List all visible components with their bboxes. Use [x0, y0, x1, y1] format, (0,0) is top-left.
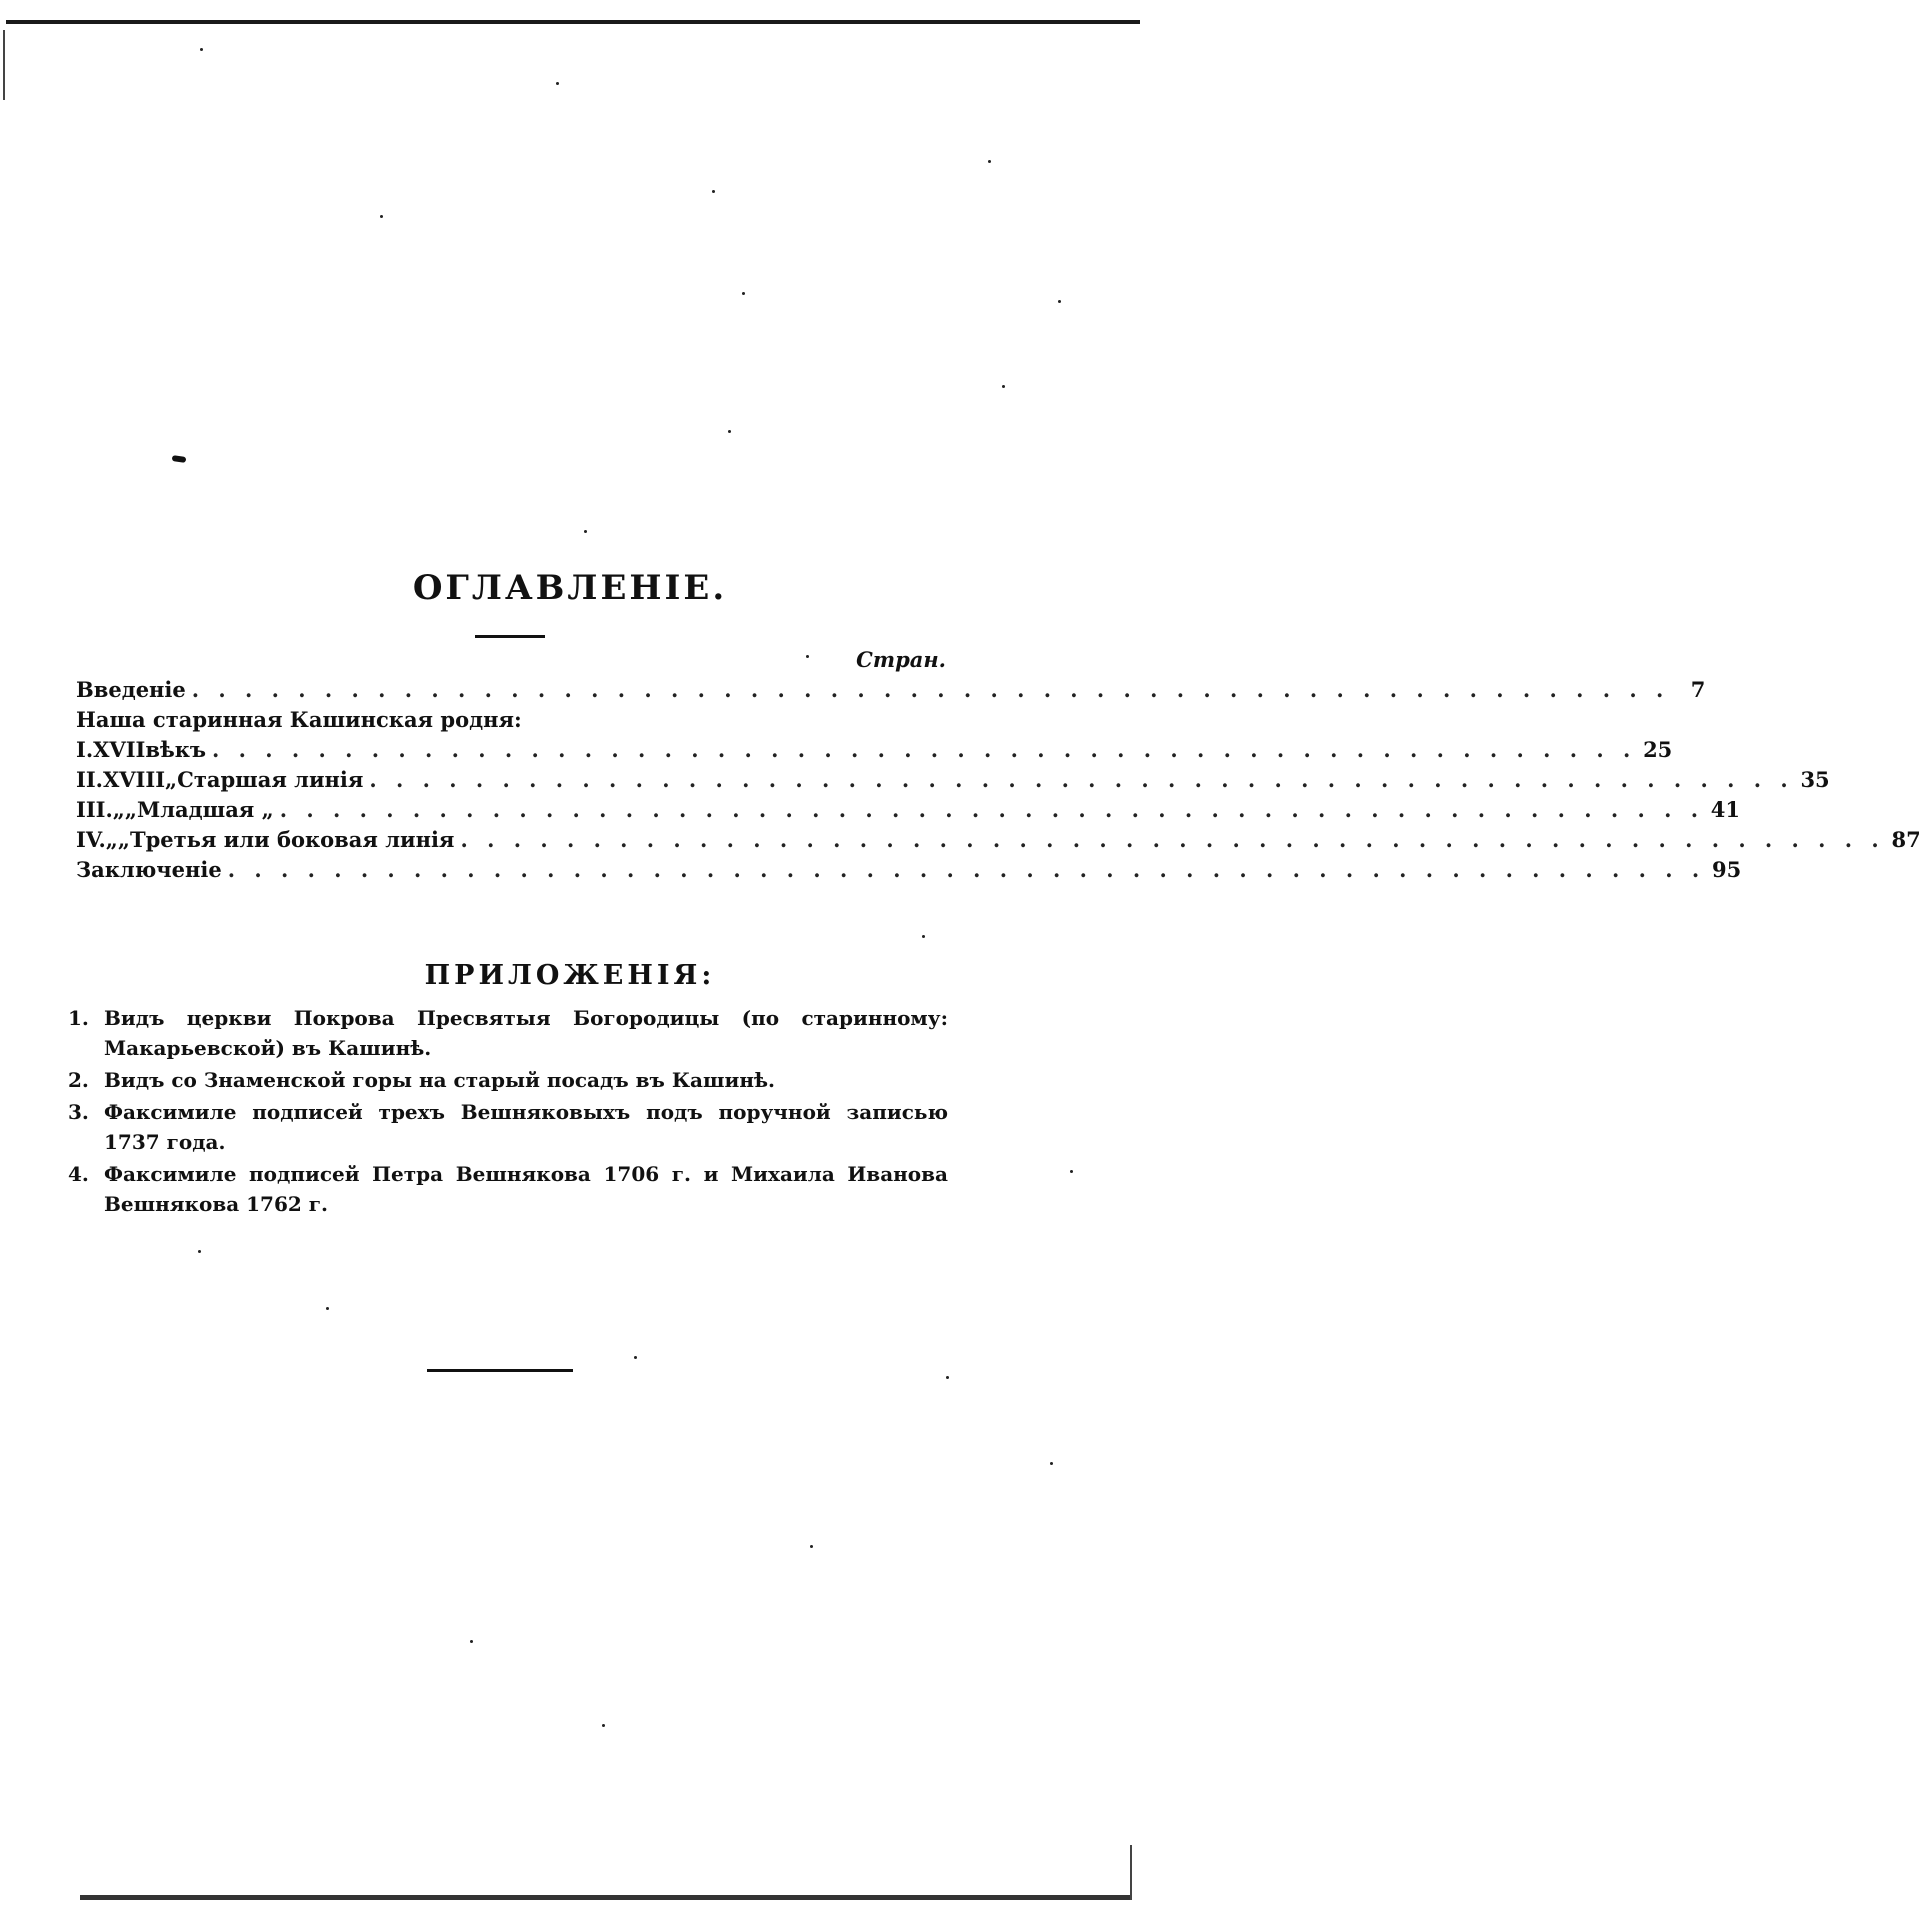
dot-leader: . . . . . . . . . . . . . . . . . . . . . . . . . . . . . . . . . . . . . . . . . . . . . . . . . . . . . . . .	[227, 857, 1706, 882]
toc-entry-page: 95	[1712, 857, 1742, 882]
toc-row-conclusion[interactable]	[76, 855, 1742, 885]
toc-century: XVIII	[102, 767, 166, 792]
toc-entry-label: Введеніе	[76, 677, 186, 702]
ditto-mark: „	[165, 767, 178, 792]
top-page-edge	[6, 20, 1140, 24]
end-rule	[427, 1369, 573, 1372]
dot-leader: . . . . . . . . . . . . . . . . . . . . . . . . . . . . . . . . . . . . . . . . . . . . . . . . . . . . . .	[212, 737, 1637, 762]
appendix-text: Видъ церкви Покрова Пресвятыя Богородицы (по старинному: Макарьевской) въ Кашинѣ.	[104, 1006, 948, 1060]
toc-entry-page: 87	[1891, 827, 1921, 852]
appendix-number: 1.	[68, 1006, 89, 1030]
ditto-mark: „	[117, 827, 130, 852]
title-rule	[475, 635, 545, 638]
ditto-mark: „	[124, 797, 137, 822]
toc-entry-page: 35	[1800, 767, 1830, 792]
appendix-item	[68, 1003, 948, 1063]
toc-section-label: Наша старинная Кашинская родня:	[76, 707, 522, 732]
appendix-item	[68, 1065, 948, 1095]
ink-mark	[172, 455, 187, 463]
toc-entry-label: вѣкъ	[145, 737, 207, 762]
appendix-number: 3.	[68, 1100, 89, 1124]
appendix-item	[68, 1097, 948, 1157]
dot-leader: . . . . . . . . . . . . . . . . . . . . . . . . . . . . . . . . . . . . . . . . . . . . . . . . . . . . . .	[460, 827, 1885, 852]
dot-leader: . . . . . . . . . . . . . . . . . . . . . . . . . . . . . . . . . . . . . . . . . . . . . . . . . . . . . . . .	[191, 677, 1670, 702]
appendices-title: ПРИЛОЖЕНІЯ:	[424, 960, 716, 991]
toc-row-intro[interactable]	[76, 675, 1706, 705]
table-of-contents	[76, 645, 1921, 885]
toc-entry-page: 7	[1690, 677, 1706, 702]
bottom-page-edge	[80, 1895, 1130, 1900]
toc-roman-numeral: IV.	[76, 827, 106, 852]
toc-title: ОГЛАВЛЕНІЕ.	[412, 568, 728, 608]
dot-leader: . . . . . . . . . . . . . . . . . . . . . . . . . . . . . . . . . . . . . . . . . . . . . . . . . . . . . .	[279, 797, 1704, 822]
left-page-edge	[3, 30, 5, 100]
toc-row-subsection[interactable]	[76, 795, 1740, 825]
toc-row-subsection[interactable]	[76, 765, 1830, 795]
ditto-mark: „	[105, 827, 118, 852]
toc-entry-label: Старшая линія	[177, 767, 364, 792]
appendix-item	[68, 1159, 948, 1219]
toc-entry-label: Заключеніе	[76, 857, 222, 882]
appendix-number: 2.	[68, 1068, 89, 1092]
toc-entry-label: Третья или боковая линія	[129, 827, 455, 852]
ditto-mark: „	[112, 797, 125, 822]
toc-entry-page: 41	[1710, 797, 1740, 822]
appendix-text: Факсимиле подписей Петра Вешнякова 1706 г. и Михаила Иванова Вешнякова 1762 г.	[104, 1162, 948, 1216]
toc-roman-numeral: II.	[76, 767, 103, 792]
appendix-number: 4.	[68, 1162, 89, 1186]
appendix-text: Факсимиле подписей трехъ Вешняковыхъ подъ поручной записью 1737 года.	[104, 1100, 948, 1154]
toc-roman-numeral: III.	[76, 797, 113, 822]
toc-row-subsection[interactable]	[76, 825, 1921, 855]
right-page-edge	[1130, 1845, 1132, 1900]
appendices-list	[68, 1003, 948, 1221]
toc-entry-label: Младшая „	[136, 797, 274, 822]
toc-row-subsection[interactable]	[76, 735, 1673, 765]
toc-entry-page: 25	[1643, 737, 1673, 762]
dot-leader: . . . . . . . . . . . . . . . . . . . . . . . . . . . . . . . . . . . . . . . . . . . . . . . . . . . . . .	[369, 767, 1794, 792]
pages-column-header: Стран.	[856, 647, 946, 672]
appendix-text: Видъ со Знаменской горы на старый посадъ въ Кашинѣ.	[104, 1068, 775, 1092]
toc-roman-numeral: I.	[76, 737, 94, 762]
toc-century: XVII	[93, 737, 146, 762]
toc-row-section	[76, 705, 946, 735]
